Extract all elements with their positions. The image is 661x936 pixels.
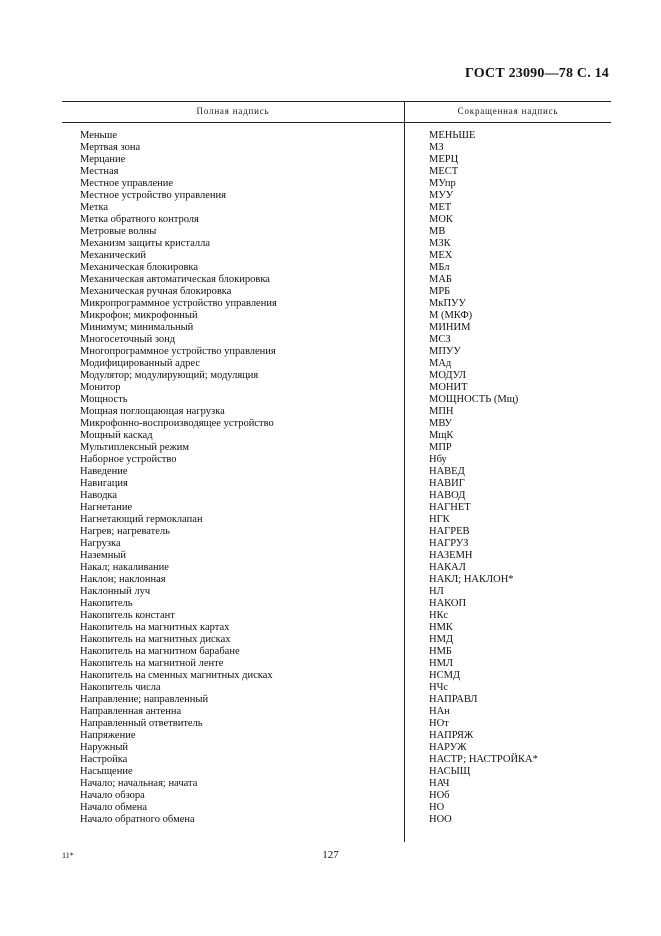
- abbreviated-inscription: НАСЫЩ: [429, 766, 471, 777]
- table-row: [0, 538, 661, 550]
- abbreviated-inscription: МАБ: [429, 274, 452, 285]
- table-row: [0, 262, 661, 274]
- full-inscription: Начало обмена: [80, 802, 148, 813]
- abbreviated-inscription: НАКАЛ: [429, 562, 466, 573]
- table-row: [0, 370, 661, 382]
- table-row: [0, 394, 661, 406]
- full-inscription: Микрофонно-воспроизводящее устройство: [80, 418, 274, 429]
- full-inscription: Нагнетающий гермоклапан: [80, 514, 203, 525]
- table-row: [0, 634, 661, 646]
- full-inscription: Мерцание: [80, 154, 126, 165]
- abbreviated-inscription: МщК: [429, 430, 454, 441]
- full-inscription: Мощная поглощающая нагрузка: [80, 406, 225, 417]
- full-inscription: Наведение: [80, 466, 128, 477]
- abbreviated-inscription: НКс: [429, 610, 448, 621]
- full-inscription: Начало обратного обмена: [80, 814, 195, 825]
- full-inscription: Накопитель констант: [80, 610, 175, 621]
- table-row: [0, 766, 661, 778]
- table-row: [0, 334, 661, 346]
- full-inscription: Наземный: [80, 550, 126, 561]
- full-inscription: Накопитель числа: [80, 682, 161, 693]
- table-row: [0, 622, 661, 634]
- full-inscription: Накопитель на магнитных картах: [80, 622, 230, 633]
- abbreviated-inscription: НСМД: [429, 670, 461, 681]
- table-row: [0, 154, 661, 166]
- table-row: [0, 346, 661, 358]
- full-inscription: Монитор: [80, 382, 121, 393]
- table-row: [0, 358, 661, 370]
- table-row: [0, 754, 661, 766]
- full-inscription: Накопитель на магнитной ленте: [80, 658, 224, 669]
- column-header-full: Полная надпись: [196, 106, 270, 116]
- table-row: [0, 514, 661, 526]
- table-row: [0, 550, 661, 562]
- abbreviated-inscription: НАВИГ: [429, 478, 465, 489]
- table-row: [0, 706, 661, 718]
- abbreviated-inscription: МЗ: [429, 142, 444, 153]
- abbreviated-inscription: МЗК: [429, 238, 451, 249]
- abbreviated-inscription: НМБ: [429, 646, 452, 657]
- table-row: [0, 442, 661, 454]
- abbreviated-inscription: НАСТР; НАСТРОЙКА*: [429, 754, 538, 765]
- table-row: [0, 694, 661, 706]
- table-row: [0, 250, 661, 262]
- full-inscription: Наборное устройство: [80, 454, 177, 465]
- table-row: [0, 286, 661, 298]
- table-row: [0, 454, 661, 466]
- full-inscription: Накопитель на магнитных дисках: [80, 634, 231, 645]
- full-inscription: Накопитель на сменных магнитных дисках: [80, 670, 273, 681]
- full-inscription: Механическая автоматическая блокировка: [80, 274, 270, 285]
- full-inscription: Минимум; минимальный: [80, 322, 194, 333]
- abbreviated-inscription: МВУ: [429, 418, 452, 429]
- full-inscription: Направление; направленный: [80, 694, 209, 705]
- table-row: [0, 670, 661, 682]
- table-row: [0, 130, 661, 142]
- table-row: [0, 598, 661, 610]
- abbreviated-inscription: МЕХ: [429, 250, 453, 261]
- footnote-mark: 11*: [62, 851, 74, 860]
- table-row: [0, 802, 661, 814]
- table-row: [0, 322, 661, 334]
- full-inscription: Местное управление: [80, 178, 174, 189]
- table-row: [0, 490, 661, 502]
- full-inscription: Местная: [80, 166, 119, 177]
- table-row: [0, 430, 661, 442]
- full-inscription: Наводка: [80, 490, 118, 501]
- abbreviated-inscription: МПН: [429, 406, 454, 417]
- table-row: [0, 166, 661, 178]
- abbreviated-inscription: НО: [429, 802, 445, 813]
- full-inscription: Начало обзора: [80, 790, 145, 801]
- abbreviated-inscription: НАКЛ; НАКЛОН*: [429, 574, 514, 585]
- full-inscription: Механическая ручная блокировка: [80, 286, 232, 297]
- full-inscription: Мощность: [80, 394, 128, 405]
- full-inscription: Метровые волны: [80, 226, 157, 237]
- table-row: [0, 790, 661, 802]
- full-inscription: Направленная антенна: [80, 706, 182, 717]
- abbreviated-inscription: МВ: [429, 226, 446, 237]
- abbreviated-inscription: НЧс: [429, 682, 449, 693]
- full-inscription: Метка обратного контроля: [80, 214, 199, 225]
- table-row: [0, 190, 661, 202]
- abbreviated-inscription: МЕТ: [429, 202, 452, 213]
- table-row: [0, 142, 661, 154]
- table-row: [0, 238, 661, 250]
- table-row: [0, 466, 661, 478]
- table-row: [0, 382, 661, 394]
- table-row: [0, 202, 661, 214]
- table-row: [0, 646, 661, 658]
- abbreviated-inscription: МОДУЛ: [429, 370, 467, 381]
- full-inscription: Напряжение: [80, 730, 136, 741]
- full-inscription: Механизм защиты кристалла: [80, 238, 211, 249]
- full-inscription: Модулятор; модулирующий; модуляция: [80, 370, 259, 381]
- full-inscription: Навигация: [80, 478, 128, 489]
- full-inscription: Меньше: [80, 130, 118, 141]
- abbreviated-inscription: НАЗЕМН: [429, 550, 473, 561]
- abbreviated-inscription: НГК: [429, 514, 450, 525]
- abbreviated-inscription: НОт: [429, 718, 449, 729]
- column-header-abbr: Сокращенная надпись: [457, 106, 559, 116]
- full-inscription: Многосеточный зонд: [80, 334, 176, 345]
- header-code: ГОСТ 23090—78 С. 14: [465, 66, 609, 81]
- abbreviated-inscription: МЕСТ: [429, 166, 459, 177]
- full-inscription: Метка: [80, 202, 109, 213]
- table-top-rule: [62, 101, 611, 102]
- abbreviated-inscription: НАГРЕВ: [429, 526, 470, 537]
- full-inscription: Механическая блокировка: [80, 262, 199, 273]
- full-inscription: Наклонный луч: [80, 586, 151, 597]
- full-inscription: Местное устройство управления: [80, 190, 226, 201]
- full-inscription: Нагрев; нагреватель: [80, 526, 170, 537]
- abbreviated-inscription: НМЛ: [429, 658, 454, 669]
- table-row: [0, 406, 661, 418]
- table-row: [0, 610, 661, 622]
- table-row: [0, 562, 661, 574]
- abbreviated-inscription: МБл: [429, 262, 450, 273]
- abbreviated-inscription: Нбу: [429, 454, 447, 465]
- abbreviated-inscription: МИНИМ: [429, 322, 471, 333]
- abbreviated-inscription: НАн: [429, 706, 450, 717]
- abbreviated-inscription: МСЗ: [429, 334, 451, 345]
- abbreviated-inscription: МУУ: [429, 190, 454, 201]
- abbreviated-inscription: НАГРУЗ: [429, 538, 469, 549]
- full-inscription: Наклон; наклонная: [80, 574, 166, 585]
- abbreviated-inscription: МПУУ: [429, 346, 461, 357]
- full-inscription: Нагрузка: [80, 538, 121, 549]
- abbreviated-inscription: М (МКФ): [429, 310, 473, 321]
- table-head-rule: [62, 122, 611, 123]
- full-inscription: Мультиплексный режим: [80, 442, 190, 453]
- full-inscription: Микропрограммное устройство управления: [80, 298, 277, 309]
- full-inscription: Накопитель: [80, 598, 133, 609]
- full-inscription: Наружный: [80, 742, 129, 753]
- table-row: [0, 778, 661, 790]
- table-row: [0, 658, 661, 670]
- table-row: [0, 274, 661, 286]
- table-row: [0, 178, 661, 190]
- full-inscription: Направленный ответвитель: [80, 718, 203, 729]
- full-inscription: Накопитель на магнитном барабане: [80, 646, 240, 657]
- abbreviated-inscription: МОК: [429, 214, 453, 225]
- abbreviated-inscription: НМД: [429, 634, 454, 645]
- abbreviated-inscription: НАГНЕТ: [429, 502, 471, 513]
- table-row: [0, 478, 661, 490]
- abbreviated-inscription: НАВОД: [429, 490, 466, 501]
- full-inscription: Механический: [80, 250, 146, 261]
- full-inscription: Модифицированный адрес: [80, 358, 200, 369]
- abbreviated-inscription: МОЩНОСТЬ (Мщ): [429, 394, 519, 405]
- full-inscription: Настройка: [80, 754, 128, 765]
- abbreviated-inscription: НАПРЯЖ: [429, 730, 474, 741]
- full-inscription: Многопрограммное устройство управления: [80, 346, 276, 357]
- full-inscription: Микрофон; микрофонный: [80, 310, 198, 321]
- table-row: [0, 226, 661, 238]
- abbreviated-inscription: НЛ: [429, 586, 444, 597]
- table-row: [0, 682, 661, 694]
- abbreviated-inscription: МУпр: [429, 178, 456, 189]
- abbreviated-inscription: МОНИТ: [429, 382, 468, 393]
- abbreviated-inscription: НАЧ: [429, 778, 450, 789]
- table-row: [0, 298, 661, 310]
- abbreviated-inscription: МкПУУ: [429, 298, 466, 309]
- abbreviated-inscription: НАКОП: [429, 598, 467, 609]
- abbreviated-inscription: НОб: [429, 790, 450, 801]
- table-row: [0, 814, 661, 826]
- table-row: [0, 718, 661, 730]
- abbreviated-inscription: МРБ: [429, 286, 451, 297]
- table-row: [0, 730, 661, 742]
- table-row: [0, 742, 661, 754]
- table-row: [0, 214, 661, 226]
- table-body: [0, 130, 661, 826]
- full-inscription: Начало; начальная; начата: [80, 778, 198, 789]
- full-inscription: Нагнетание: [80, 502, 133, 513]
- abbreviated-inscription: НАВЕД: [429, 466, 465, 477]
- abbreviated-inscription: МАд: [429, 358, 452, 369]
- table-row: [0, 418, 661, 430]
- abbreviated-inscription: НАПРАВЛ: [429, 694, 478, 705]
- table-row: [0, 526, 661, 538]
- abbreviated-inscription: МЕНЬШЕ: [429, 130, 476, 141]
- page-number: 127: [322, 849, 339, 861]
- full-inscription: Мертвая зона: [80, 142, 141, 153]
- table-row: [0, 586, 661, 598]
- full-inscription: Накал; накаливание: [80, 562, 169, 573]
- abbreviated-inscription: МЕРЦ: [429, 154, 459, 165]
- abbreviated-inscription: НМК: [429, 622, 453, 633]
- abbreviated-inscription: НАРУЖ: [429, 742, 467, 753]
- abbreviated-inscription: МПР: [429, 442, 452, 453]
- table-row: [0, 502, 661, 514]
- full-inscription: Мощный каскад: [80, 430, 153, 441]
- table-row: [0, 574, 661, 586]
- table-row: [0, 310, 661, 322]
- full-inscription: Насыщение: [80, 766, 133, 777]
- abbreviated-inscription: НОО: [429, 814, 452, 825]
